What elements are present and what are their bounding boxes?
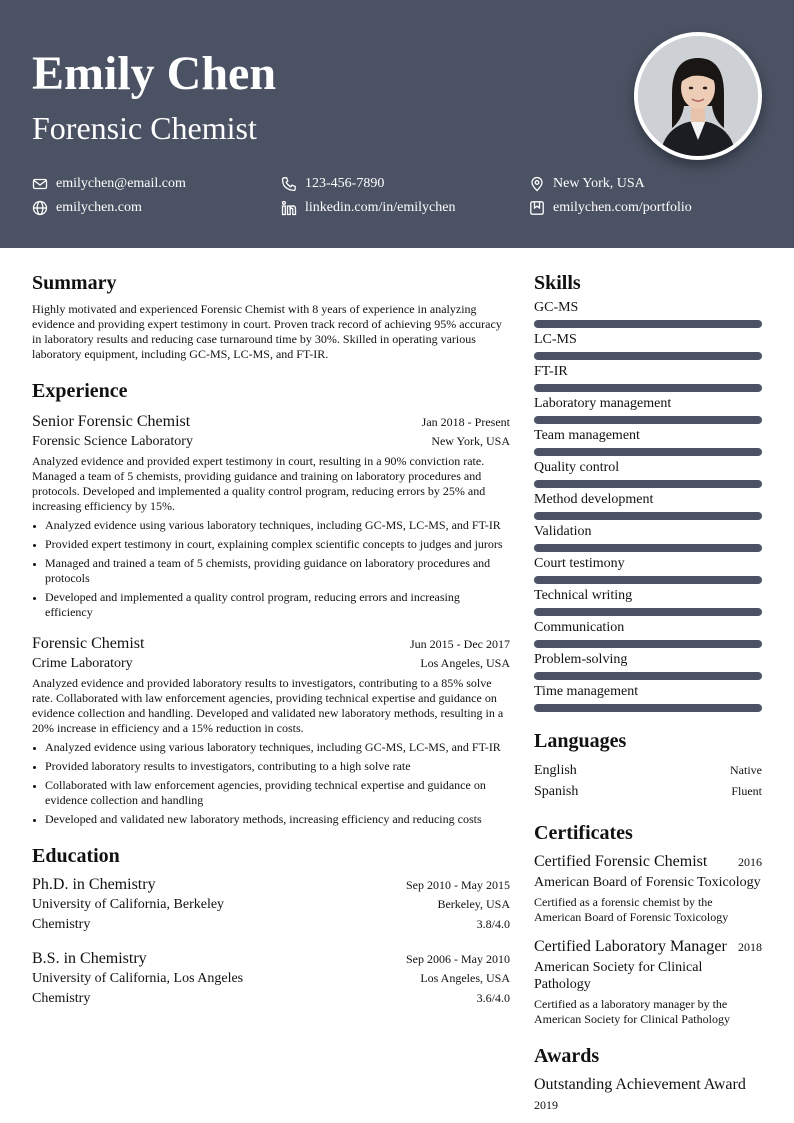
certificate-year: 2016 (738, 855, 762, 869)
phone-icon (281, 176, 297, 192)
certificate-header (534, 852, 762, 872)
certificates-heading: Certificates (534, 822, 633, 844)
skills-heading: Skills (534, 272, 581, 294)
skill-item (534, 522, 762, 554)
phone-text: 123-456-7890 (305, 176, 385, 191)
job-bullet: • Analyzed evidence using various laboratory techniques, including GC-MS, LC-MS, and FT-IR (45, 740, 510, 755)
skill-bar-track (534, 544, 762, 554)
field-of-study: Chemistry (32, 991, 91, 1006)
skill-bar-track (534, 480, 762, 490)
job-title: Forensic Chemist (32, 635, 145, 652)
certificate-description: Certified as a forensic chemist by the American Board of Forensic Toxicology (534, 895, 729, 924)
skill-name: Validation (534, 524, 592, 539)
school-row (32, 895, 510, 915)
job-title: Senior Forensic Chemist (32, 413, 191, 430)
skill-name: GC-MS (534, 300, 579, 315)
skill-item (534, 490, 762, 522)
job-subheader (32, 654, 510, 674)
contact-linkedin[interactable] (281, 199, 455, 217)
skill-name: Communication (534, 620, 625, 635)
job-location: New York, USA (431, 434, 510, 448)
job-description: Analyzed evidence and provided expert testimony in court, resulting in a 90% conviction rate. Managed a team of 5 chemists, providing guidance and training on laboratory procedures and protocols. Developed and implemented a quality control program, reducing errors by 25% and increasing efficiency by 15%. (32, 454, 486, 513)
language-item (534, 781, 762, 802)
certificates-section (534, 818, 762, 1027)
skill-name: FT-IR (534, 364, 568, 379)
skill-bar-track (534, 448, 762, 458)
certificate-name: Certified Forensic Chemist (534, 853, 708, 870)
portfolio-icon (529, 200, 545, 216)
skill-item (534, 394, 762, 426)
skill-name: Team management (534, 428, 640, 443)
contact-website[interactable] (32, 199, 142, 217)
certificate-name: Certified Laboratory Manager (534, 938, 727, 955)
certificate-item (534, 852, 762, 925)
summary-heading: Summary (32, 272, 117, 294)
skills-list (534, 298, 762, 714)
skill-bar (534, 448, 762, 456)
job-subheader (32, 432, 510, 452)
location-text: New York, USA (553, 176, 645, 191)
job-dates: Jan 2018 - Present (421, 415, 510, 429)
contact-email[interactable] (32, 175, 186, 193)
award-name: Outstanding Achievement Award (534, 1076, 746, 1093)
experience-heading: Experience (32, 380, 128, 402)
skills-section (534, 268, 762, 714)
education-item (32, 875, 510, 935)
experience-section (32, 376, 510, 827)
skill-bar-track (534, 672, 762, 682)
skill-bar-track (534, 416, 762, 426)
skill-name: Quality control (534, 460, 620, 475)
certificate-year: 2018 (738, 940, 762, 954)
school-row (32, 969, 510, 989)
job-location: Los Angeles, USA (420, 656, 510, 670)
mail-icon (32, 176, 48, 192)
job-bullet: • Developed and validated new laboratory methods, increasing efficiency and reducing costs (45, 812, 510, 827)
website-text: emilychen.com (56, 200, 142, 215)
linkedin-icon (281, 200, 297, 216)
candidate-title: Forensic Chemist (32, 110, 257, 146)
language-name: Spanish (534, 784, 579, 799)
job-dates: Jun 2015 - Dec 2017 (410, 637, 510, 651)
skill-bar (534, 384, 762, 392)
field-of-study: Chemistry (32, 917, 91, 932)
certificate-issuer: American Board of Forensic Toxicology (534, 875, 761, 890)
main-column (32, 268, 510, 1009)
email-text: emilychen@email.com (56, 176, 186, 191)
skill-bar (534, 576, 762, 584)
job-bullet: • Analyzed evidence using various laboratory techniques, including GC-MS, LC-MS, and FT-IR (45, 518, 510, 533)
skill-bar (534, 416, 762, 424)
skill-item (534, 362, 762, 394)
gpa: 3.8/4.0 (476, 917, 510, 931)
skill-name: Method development (534, 492, 654, 507)
skill-item (534, 298, 762, 330)
job-bullets (32, 740, 510, 827)
field-row (32, 915, 510, 935)
resume-header (0, 0, 794, 248)
skill-item (534, 426, 762, 458)
skill-item (534, 682, 762, 714)
skill-bar (534, 544, 762, 552)
contact-phone[interactable] (281, 175, 384, 193)
language-level: Fluent (731, 784, 762, 798)
degree-dates: Sep 2010 - May 2015 (406, 878, 510, 892)
skill-bar-track (534, 384, 762, 394)
profile-photo (634, 32, 762, 160)
skill-name: Problem-solving (534, 652, 628, 667)
contact-portfolio[interactable] (529, 199, 692, 217)
languages-heading: Languages (534, 730, 627, 752)
school-name: University of California, Berkeley (32, 897, 225, 912)
candidate-name: Emily Chen (32, 47, 277, 100)
job-header (32, 412, 510, 432)
degree-row (32, 875, 510, 895)
skill-item (534, 554, 762, 586)
experience-item (32, 634, 510, 827)
skill-bar (534, 640, 762, 648)
degree-row (32, 949, 510, 969)
job-bullet: • Collaborated with law enforcement agencies, providing technical expertise and guidance on evidence collection and handling (45, 778, 510, 808)
job-bullets (32, 518, 510, 620)
certificate-item (534, 937, 762, 1027)
field-row (32, 989, 510, 1009)
skill-bar-track (534, 576, 762, 586)
language-level: Native (730, 763, 762, 777)
skill-name: Court testimony (534, 556, 625, 571)
skill-item (534, 586, 762, 618)
school-name: University of California, Los Angeles (32, 971, 244, 986)
education-section (32, 841, 510, 1009)
skill-bar (534, 608, 762, 616)
skill-bar-track (534, 640, 762, 650)
language-name: English (534, 763, 577, 778)
linkedin-text: linkedin.com/in/emilychen (305, 200, 456, 215)
skill-name: Time management (534, 684, 639, 699)
school-location: Berkeley, USA (437, 897, 510, 911)
skill-bar (534, 672, 762, 680)
skill-bar (534, 704, 762, 712)
job-bullet: • Developed and implemented a quality control program, reducing errors and increasing efficiency (45, 590, 510, 620)
degree-name: Ph.D. in Chemistry (32, 876, 156, 893)
skill-bar-track (534, 352, 762, 362)
education-heading: Education (32, 845, 120, 867)
certificate-description: Certified as a laboratory manager by the American Society for Clinical Pathology (534, 997, 730, 1026)
skill-bar-track (534, 608, 762, 618)
language-item (534, 760, 762, 781)
contact-location (529, 175, 645, 193)
skill-bar (534, 352, 762, 360)
awards-section (534, 1041, 762, 1113)
certificate-header (534, 937, 762, 957)
degree-name: B.S. in Chemistry (32, 950, 147, 967)
skill-bar-track (534, 512, 762, 522)
globe-icon (32, 200, 48, 216)
skill-bar (534, 480, 762, 488)
job-bullet: • Managed and trained a team of 5 chemists, providing guidance on laboratory procedures and protocols (45, 556, 510, 586)
skill-name: Laboratory management (534, 396, 672, 411)
awards-heading: Awards (534, 1045, 600, 1067)
job-bullet: • Provided expert testimony in court, explaining complex scientific concepts to judges and jurors (45, 537, 510, 552)
skill-item (534, 458, 762, 490)
job-organization: Forensic Science Laboratory (32, 434, 193, 449)
skill-name: Technical writing (534, 588, 633, 603)
side-column (534, 268, 762, 1113)
job-bullet: • Provided laboratory results to investigators, contributing to a high solve rate (45, 759, 510, 774)
experience-item (32, 412, 510, 620)
gpa: 3.6/4.0 (476, 991, 510, 1005)
certificate-issuer: American Society for Clinical Pathology (534, 960, 703, 992)
skill-bar-track (534, 704, 762, 714)
job-description: Analyzed evidence and provided laboratory results to investigators, contributing to a 85% solve rate. Collaborated with law enforcement agencies, providing technical expertise and guidance on evidence collection and handling. Developed and validated new laboratory methods, resulting in a 20% increase in efficiency and a 15% reduction in costs. (32, 676, 504, 735)
portfolio-text: emilychen.com/portfolio (553, 200, 692, 215)
skill-bar (534, 512, 762, 520)
skill-item (534, 618, 762, 650)
skill-bar (534, 320, 762, 328)
job-organization: Crime Laboratory (32, 656, 133, 671)
job-header (32, 634, 510, 654)
award-year: 2019 (534, 1098, 558, 1112)
skill-name: LC-MS (534, 332, 577, 347)
school-location: Los Angeles, USA (420, 971, 510, 985)
map-pin-icon (529, 176, 545, 192)
skill-item (534, 330, 762, 362)
summary-text: Highly motivated and experienced Forensic Chemist with 8 years of experience in analyzing evidence and providing expert testimony in court. Proven track record of achieving 95% accuracy in laboratory results and reducing case turnaround time by 30%. Skilled in operating various laboratory equipment, including GC-MS, LC-MS, and FT-IR. (32, 302, 502, 361)
languages-section (534, 726, 762, 802)
skill-item (534, 650, 762, 682)
skill-bar-track (534, 320, 762, 330)
summary-section (32, 268, 510, 362)
education-item (32, 949, 510, 1009)
degree-dates: Sep 2006 - May 2010 (406, 952, 510, 966)
